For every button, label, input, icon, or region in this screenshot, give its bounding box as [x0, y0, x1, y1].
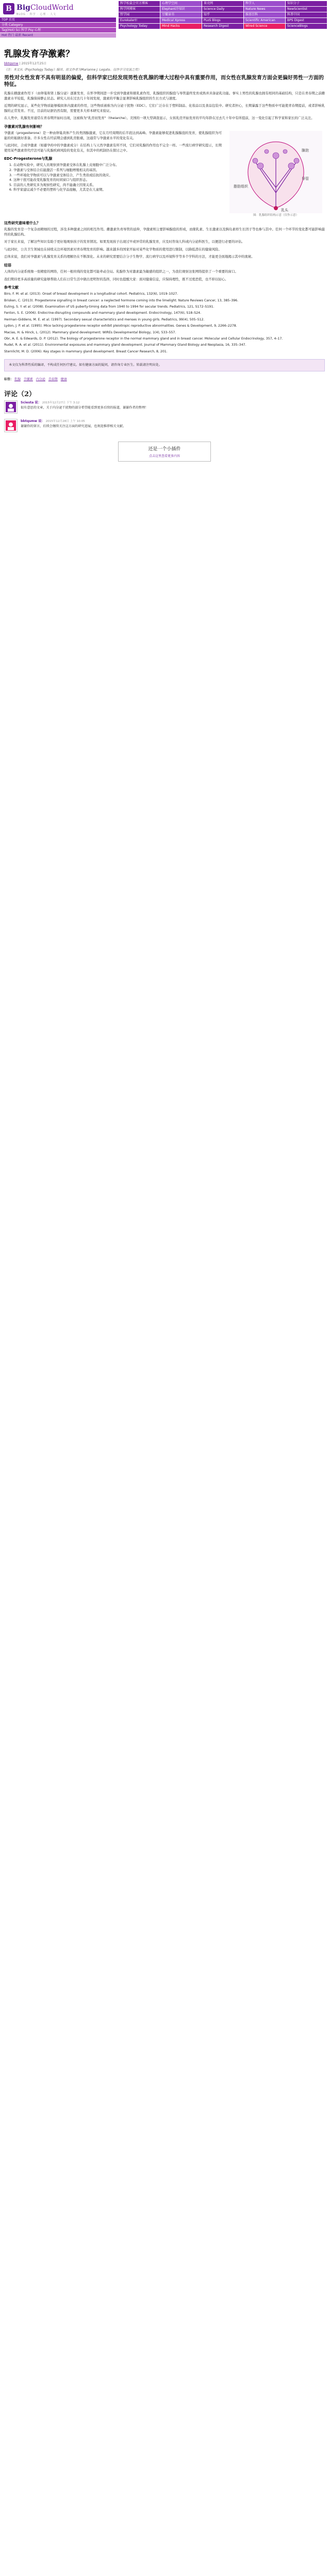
nav-link[interactable]: 果壳网 [202, 1, 243, 6]
comment-author[interactable]: bbtqsmw 说： [21, 419, 45, 423]
widget-box[interactable] [118, 442, 211, 462]
list-item: 6. 科学家建议减少不必要的塑料与化学品接触，尤其是在儿童期。 [13, 188, 222, 193]
body-paragraph: 与此同时，合成孕激素（如避孕药中的孕激素成分）在结构上与天然孕激素有所不同，它们对乳腺的作用也不完全一样。一些流行病学研究提示，长期使用某些激素替代疗法可能与乳腺疾病风险的变化有关，但其中的机制仍在探讨之中。 [4, 143, 222, 152]
comment-text: 很有意思的文章，关于内分泌干扰物的部分希望能看到更多后续的报道，谢谢作者的整理！ [21, 405, 148, 410]
nav-link[interactable]: Elephant冷知识 [160, 7, 202, 12]
translation-note: （注：本文从《Psychology Today》编译，原文作者为Marianne J. Legato。仅作学习交流之用） [4, 68, 141, 72]
steps-list [13, 163, 222, 193]
section-heading: EDC-Progesterone与乳腺 [4, 157, 53, 161]
widget-title: 还是一个小插件 [148, 446, 181, 452]
user-avatar-icon [6, 402, 16, 412]
list-item: 2. 孕激素与受体结合后能激活一系列与细胞增殖相关的基因。 [13, 168, 222, 173]
reference-item: Lydon, J. P. et al. (1995). Mice lacking progesterone receptor exhibit pleiotropic reproductive abnormalities. Genes & Development, 9, 2266–2278. [4, 324, 237, 328]
tag-link[interactable]: 健康 [60, 377, 67, 381]
nav-link[interactable]: Psychology Today [119, 24, 160, 29]
references-heading: 参考文献 [4, 285, 19, 290]
avatar [4, 400, 18, 414]
site-header [0, 0, 330, 45]
tag-link[interactable]: 孕激素 [23, 377, 33, 381]
left-nav [0, 18, 116, 38]
nav-link[interactable]: 维基百科 [244, 12, 285, 18]
logo-text [16, 4, 74, 12]
nav-link[interactable]: 豆瓣读书 [160, 12, 202, 18]
nav-link[interactable]: Mind Hacks [160, 24, 202, 29]
widget-link[interactable]: 点击这里查看更多内容 [148, 454, 180, 458]
user-avatar-icon [6, 420, 16, 431]
nav-link[interactable]: Research Digest [202, 24, 243, 29]
body-paragraph: 总体来说，我们对孕激素与乳腺发育关系的理解仍在不断深化。未来的研究需要结合分子生物学、流行病学以及环境科学等多个学科的方法，才能更全面地揭示其中的奥秘。 [4, 255, 255, 259]
nav-link[interactable]: Nature News [244, 7, 285, 12]
comment-time: 2015年12月27日 下午 3:12 [42, 401, 80, 404]
left-nav-item[interactable]: Tag(Hot) Sci 科学 Psy 心理 [0, 28, 116, 32]
byline: bbtqsmw | 2015年12月25日 [4, 62, 47, 65]
logo-name-b: CloudWorld [30, 4, 74, 12]
nav-link[interactable]: Medical Xpress [160, 18, 202, 23]
section-heading: 这些研究意味着什么？ [4, 221, 40, 225]
site-tagline: BLOG · 科学 · 心理 · 人文 [16, 13, 57, 16]
nav-link[interactable]: 哲学园 [119, 12, 160, 18]
tag-link[interactable]: 内分泌 [36, 377, 45, 381]
body-paragraph: 我们期待更多高质量的研究能够帮助人们在日常生活中做出更明智的选择，同时也提醒大家：面对健康信息，应保持理性，既不过度恐慌，也不掉以轻心。 [4, 277, 228, 281]
reference-item: Herman-Giddens, M. E. et al. (1997). Secondary sexual characteristics and menses in young girls. Pediatrics, 99(4), 505–512. [4, 317, 205, 321]
figure-label: 导管 [302, 176, 309, 181]
list-item: 3. 一些环境化学物质可以与孕激素受体结合，产生类似或拮抗的效应。 [13, 173, 222, 178]
article-figure [227, 131, 325, 217]
comment [4, 419, 325, 432]
left-nav-item[interactable]: 分类 Category [0, 23, 116, 27]
nav-link[interactable]: NewScientist [286, 7, 327, 12]
body-paragraph: 人体的内分泌系统像一张精密的网络，任何一根丝线的变化都可能牵动全局。乳腺作为对激素最为敏感的组织之一，为我们观察这张网络提供了一个重要的窗口。 [4, 269, 238, 274]
left-nav-item[interactable]: Hot 热门 最新 Recent [0, 33, 116, 38]
list-item: 5. 目前的人类研究多为观察性研究，尚不能确立因果关系。 [13, 183, 222, 188]
tag-list [4, 377, 325, 381]
logo-name-a: Big [16, 4, 30, 12]
reference-item: Fenton, S. E. (2006). Endocrine-disrupting compounds and mammary gland development. Endocrinology, 147(6), S18–S24. [4, 311, 202, 315]
nav-link[interactable]: Scientific American [244, 18, 285, 23]
body-paragraph: 孕激素（progesterone）是一种由卵巢黄体产生的类固醇激素，它在月经周期的后半段达到高峰。孕激素能够促进乳腺腺泡的发育，使乳腺组织为可能的妊娠做好准备。许多女性在经前期会感到乳房胀痛，这通常与孕激素水平的变化有关。 [4, 130, 222, 140]
nav-link[interactable]: 科普中国 [286, 12, 327, 18]
lead-paragraph: 男性对女性发育不具有明显的偏爱，但科学家已经发现男性在乳腺的增大过程中具有重要作用，而女性在乳腺发育方面会更偏好男性一方面的特征。 [4, 75, 324, 88]
nav-row [119, 18, 327, 24]
nav-link[interactable]: Science Daily [202, 7, 243, 12]
figure-label: 脂肪组织 [234, 184, 248, 189]
reference-item: Brisken, C. (2013). Progesterone signalling in breast cancer: a neglected hormone coming into the limelight. Nature Reviews Cancer, 13, 385–396. [4, 298, 239, 302]
body-paragraph: 在人类中，乳腺发育通常在青春期开始时出现，这被称为"乳房初发育"（thelarche）。美国的一项大型调查显示，女孩乳房开始发育的平均年龄在过去几十年中有所提前，这一变化引起了科学家和家长的广泛关注。 [4, 116, 315, 121]
reference-item: Euling, S. Y. et al. (2008). Examination of US puberty-timing data from 1940 to 1994 for secular trends. Pediatrics, 121, S172–S191. [4, 304, 214, 309]
page-title: 乳腺发育孕激素？ [4, 49, 74, 59]
nav-link[interactable]: 科学网博客 [119, 7, 160, 12]
nav-link[interactable]: PLoS Blogs [202, 18, 243, 23]
top-nav-grid [119, 1, 327, 29]
body-paragraph: 乳腺的发育是一个复杂而精细的过程，涉及多种激素之间的相互作用。雌激素负责导管的延伸，孕激素则主要影响腺泡的形成，而催乳素、生长激素以及胰岛素样生长因子等也参与其中。任何一个环节的变化都可能影响最终的乳腺结构。 [4, 227, 325, 236]
body-paragraph: 与此同时，公共卫生领域也在持续关注环境因素对青春期发育的影响。越来越多的国家开始对某些化学物质的使用进行限制，以降低潜在的健康风险。 [4, 247, 222, 251]
comment-time: 2015年12月28日 上午 10:05 [45, 419, 85, 423]
reference-item: Obr, A. E. & Edwards, D. P. (2012). The biology of progesterone receptor in the normal mammary gland and in breast cancer. Molecular and Cellular Endocrinology, 357, 4–17. [4, 336, 283, 341]
nav-link[interactable]: Wired Science [244, 24, 285, 29]
nav-link[interactable]: ScienceBlogs [286, 24, 327, 29]
list-item: 4. 这种干扰可能改变乳腺发育的时间窗口与组织形态。 [13, 178, 222, 183]
nav-link[interactable]: 知识分子 [286, 1, 327, 6]
logo-mark-icon: B [3, 3, 14, 14]
reference-item: Rudel, R. A. et al. (2011). Environmental exposures and mammary gland development. Journal of Mammary Gland Biology and Neoplasia, 16, 335–347. [4, 343, 246, 347]
comments-title: 评论（2） [4, 390, 36, 398]
nav-link[interactable]: BPS Digest [286, 18, 327, 23]
section-heading: 孕激素对乳腺有何影响？ [4, 124, 44, 129]
nav-row [119, 1, 327, 7]
nav-row [119, 24, 327, 29]
nav-link[interactable]: 科学松鼠会官方博客 [119, 1, 160, 6]
body-paragraph: 乳腺在雌激素作用下（由卵巢和肾上腺分泌）逐渐发育，在怀孕期间进一步受到孕激素和催乳素作用，乳腺组织的腺泡与导管最终发育成熟并具备泌乳功能。事实上男性的乳腺也拥有相同的基础结构，只是在青春期之前雌激素水平较低，乳腺保持静止状态。研究人员在过去几十年间发现，激素的平衡会显著影响乳腺组织的生长方式与速度。 [4, 91, 325, 100]
nav-row [119, 12, 327, 18]
reference-item: Sternlicht, M. D. (2006). Key stages in mammary gland development. Breast Cancer Research, 8, 201. [4, 349, 168, 353]
figure-label: 乳头 [281, 208, 288, 212]
comment-author[interactable]: Sciesta 说： [21, 400, 41, 404]
author-link[interactable]: bbtqsmw [4, 62, 19, 65]
references-list [4, 292, 325, 354]
tags-label: 标签： [4, 377, 14, 381]
body-paragraph: 近期的研究显示，某些化学物质能够模拟体内激素的作用，这些物质被称为内分泌干扰物（EDC）。它们广泛存在于塑料制品、化妆品以及食品包装中。研究者担心，长期暴露于这些物质中可能使青春期提前，或者影响乳腺的正常发育。不过，目前的证据仍然有限，需要更多大样本研究来验证。 [4, 104, 325, 113]
nav-link[interactable]: 知乎 [202, 12, 243, 18]
comment-text: 谢谢你的留言，后续会继续关注这方面的研究进展，也欢迎推荐相关文献。 [21, 424, 126, 428]
nav-row [119, 7, 327, 12]
site-logo[interactable] [3, 3, 106, 16]
disclaimer-box: 本文仅为科普性质的编译，不构成任何医疗建议。如有健康方面的疑问，请咨询专业医生。转载请注明出处。 [4, 359, 325, 371]
reference-item: Biro, F. M. et al. (2013). Onset of breast development in a longitudinal cohort. Pediatrics, 132(6), 1019–1027. [4, 292, 178, 296]
figure-label: 腺泡 [302, 148, 309, 152]
section-with-figure [4, 131, 325, 217]
figure-caption: 图：乳腺组织结构示意（仅作示意） [253, 213, 299, 217]
post-date: 2015年12月25日 [21, 62, 47, 65]
article [4, 45, 325, 462]
body-paragraph: 对于家长来说，了解这些知识有助于更好地观察孩子的发育情况。如果发现孩子出现过早或异常的乳腺发育，应及时咨询儿科或内分泌科医生，以便进行必要的评估。 [4, 240, 245, 244]
tag-link[interactable]: 乳腺 [14, 377, 21, 381]
nav-link[interactable]: Eurekalert! [119, 18, 160, 23]
tag-link[interactable]: 青春期 [48, 377, 58, 381]
reference-item: Macias, H. & Hinck, L. (2012). Mammary gland development. WIREs Developmental Biology, 1(4), 533–557. [4, 330, 176, 334]
breast-tissue-diagram-icon [229, 131, 322, 213]
nav-link[interactable]: 科学人 [244, 1, 285, 6]
left-nav-item[interactable]: TOP 首页 [0, 18, 116, 22]
section-heading: 结语 [4, 263, 11, 267]
avatar [4, 419, 18, 432]
nav-link[interactable]: 心理学空间 [160, 1, 202, 6]
list-item: 1. 在动物实验中，研究人员观察到孕激素受体在乳腺上皮细胞中广泛分布。 [13, 163, 222, 168]
comment [4, 400, 325, 414]
